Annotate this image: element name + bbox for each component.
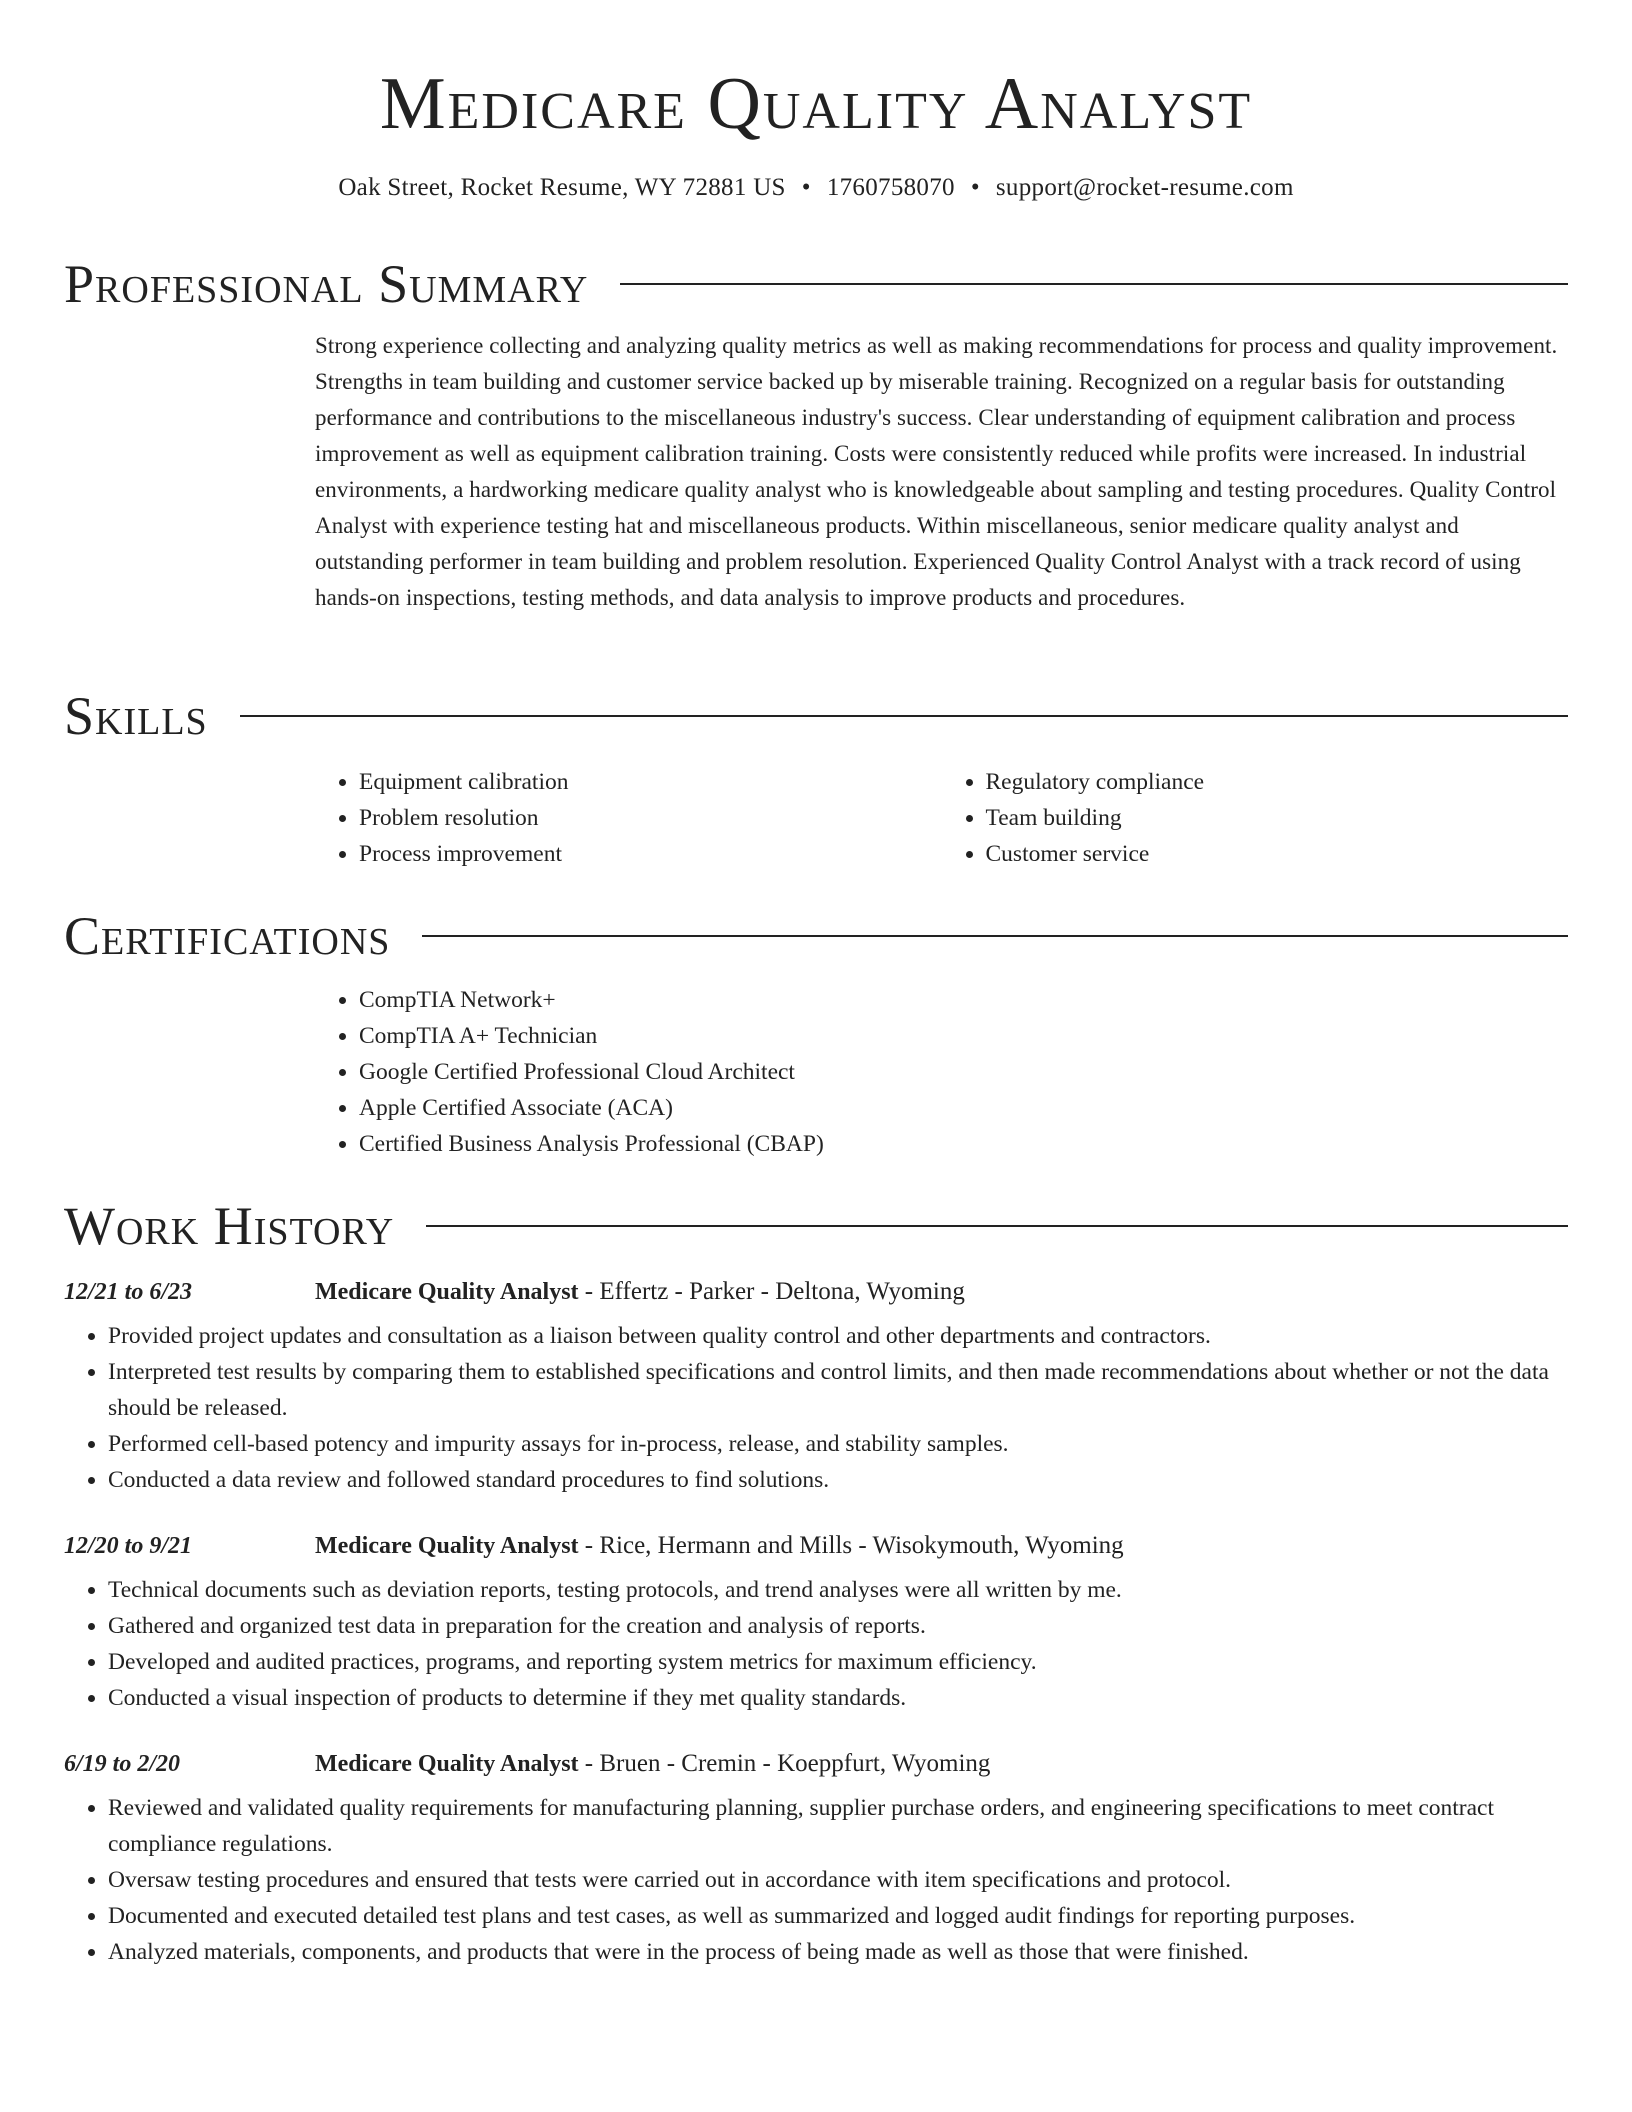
list-item: • Analyzed materials, components, and products that were in the process of being made as well as those that were finished. [108, 1934, 1568, 1970]
job-title: Medicare Quality Analyst [315, 1279, 579, 1305]
list-item: • Developed and audited practices, programs, and reporting system metrics for maximum efficiency. [108, 1644, 1568, 1680]
job-entry [64, 1532, 1568, 1716]
work-history-section [64, 1194, 1568, 2004]
job-dates: 12/20 to 9/21 [64, 1533, 193, 1559]
list-item: • CompTIA A+ Technician [359, 1018, 1568, 1054]
list-item: • Documented and executed detailed test plans and test cases, as well as summarized and logged audit findings for reporting purposes. [108, 1898, 1568, 1934]
list-item: • CompTIA Network+ [359, 982, 1568, 1018]
job-header [64, 1532, 1568, 1572]
resume-page [64, 0, 1568, 1965]
skills-list [315, 764, 1568, 872]
job-title-line [315, 1750, 990, 1778]
job-entry [64, 1750, 1568, 1970]
contact-address: Oak Street, Rocket Resume, WY 72881 US [338, 174, 786, 201]
list-item: • Process improvement [359, 836, 942, 872]
job-header [64, 1750, 1568, 1790]
work-history-heading: Work History [64, 1196, 395, 1256]
skills-section [64, 684, 1568, 872]
list-item: • Technical documents such as deviation reports, testing protocols, and trend analyses were all written by me. [108, 1572, 1568, 1608]
certifications-heading: Certifications [64, 906, 391, 966]
contact-separator: • [970, 174, 980, 201]
list-item: • Apple Certified Associate (ACA) [359, 1090, 1568, 1126]
section-divider [620, 283, 1568, 285]
candidate-name: Medicare Quality Analyst [379, 63, 1253, 145]
job-dates: 6/19 to 2/20 [64, 1751, 181, 1777]
list-item: • Regulatory compliance [986, 764, 1569, 800]
contact-line [64, 170, 1568, 206]
list-item: • Equipment calibration [359, 764, 942, 800]
list-item: • Problem resolution [359, 800, 942, 836]
skills-heading: Skills [64, 686, 208, 746]
jobs-list [64, 1278, 1568, 1970]
section-divider [240, 715, 1568, 717]
job-header [64, 1278, 1568, 1318]
list-item: • Certified Business Analysis Professional (CBAP) [359, 1126, 1568, 1162]
job-company: - Bruen - Cremin - Koeppfurt, Wyoming [578, 1750, 991, 1777]
job-duties [64, 1790, 1568, 1970]
job-duties [64, 1318, 1568, 1498]
contact-separator: • [801, 174, 811, 201]
skills-heading-row [64, 684, 1568, 748]
job-dates: 12/21 to 6/23 [64, 1279, 193, 1305]
job-title: Medicare Quality Analyst [315, 1533, 579, 1559]
summary-heading: Professional Summary [64, 254, 589, 314]
certifications-section [64, 904, 1568, 1162]
certifications-list [315, 982, 1568, 1162]
job-company: - Effertz - Parker - Deltona, Wyoming [578, 1278, 965, 1305]
list-item: • Team building [986, 800, 1569, 836]
list-item: • Gathered and organized test data in preparation for the creation and analysis of reports. [108, 1608, 1568, 1644]
section-divider [422, 935, 1568, 937]
list-item: • Interpreted test results by comparing them to established specifications and control limits, and then made recommendations about whether or not the data should be released. [108, 1354, 1568, 1426]
job-title: Medicare Quality Analyst [315, 1751, 579, 1777]
contact-phone: 1760758070 [826, 174, 955, 201]
list-item: • Conducted a visual inspection of products to determine if they met quality standards. [108, 1680, 1568, 1716]
summary-section [64, 252, 1568, 616]
certifications-heading-row [64, 904, 1568, 968]
skills-column-left [315, 764, 942, 872]
certifications-body [315, 982, 1568, 1162]
job-company: - Rice, Hermann and Mills - Wisokymouth, Wyoming [578, 1532, 1124, 1559]
list-item: • Performed cell-based potency and impurity assays for in-process, release, and stability samples. [108, 1426, 1568, 1462]
summary-body [315, 328, 1568, 616]
contact-email: support@rocket-resume.com [995, 174, 1294, 201]
skills-column-right [942, 764, 1569, 872]
job-duties [64, 1572, 1568, 1716]
section-divider [426, 1225, 1568, 1227]
list-item: • Reviewed and validated quality requirements for manufacturing planning, supplier purchase orders, and engineering specifications to meet contract compliance regulations. [108, 1790, 1568, 1862]
summary-text: Strong experience collecting and analyzing quality metrics as well as making recommendations for process and quality improvement. Strengths in team building and customer service backed up by miserable training. Recognized on a regular basis for outstanding performance and contributions to the miscellaneous industry's success. Clear understanding of equipment calibration and process improvement as well as equipment calibration training. Costs were consistently reduced while profits were increased. In industrial environments, a hardworking medicare quality analyst who is knowledgeable about sampling and testing procedures. Quality Control Analyst with experience testing hat and miscellaneous products. Within miscellaneous, senior medicare quality analyst and outstanding performer in team building and problem resolution. Experienced Quality Control Analyst with a track record of using hands-on inspections, testing methods, and data analysis to improve products and procedures. [315, 333, 1558, 610]
list-item: • Customer service [986, 836, 1569, 872]
job-entry [64, 1278, 1568, 1498]
list-item: • Google Certified Professional Cloud Architect [359, 1054, 1568, 1090]
job-title-line [315, 1278, 965, 1306]
job-title-line [315, 1532, 1124, 1560]
list-item: • Oversaw testing procedures and ensured that tests were carried out in accordance with item specifications and protocol. [108, 1862, 1568, 1898]
list-item: • Conducted a data review and followed standard procedures to find solutions. [108, 1462, 1568, 1498]
work-history-heading-row [64, 1194, 1568, 1258]
list-item: • Provided project updates and consultation as a liaison between quality control and other departments and contractors. [108, 1318, 1568, 1354]
summary-heading-row [64, 252, 1568, 316]
